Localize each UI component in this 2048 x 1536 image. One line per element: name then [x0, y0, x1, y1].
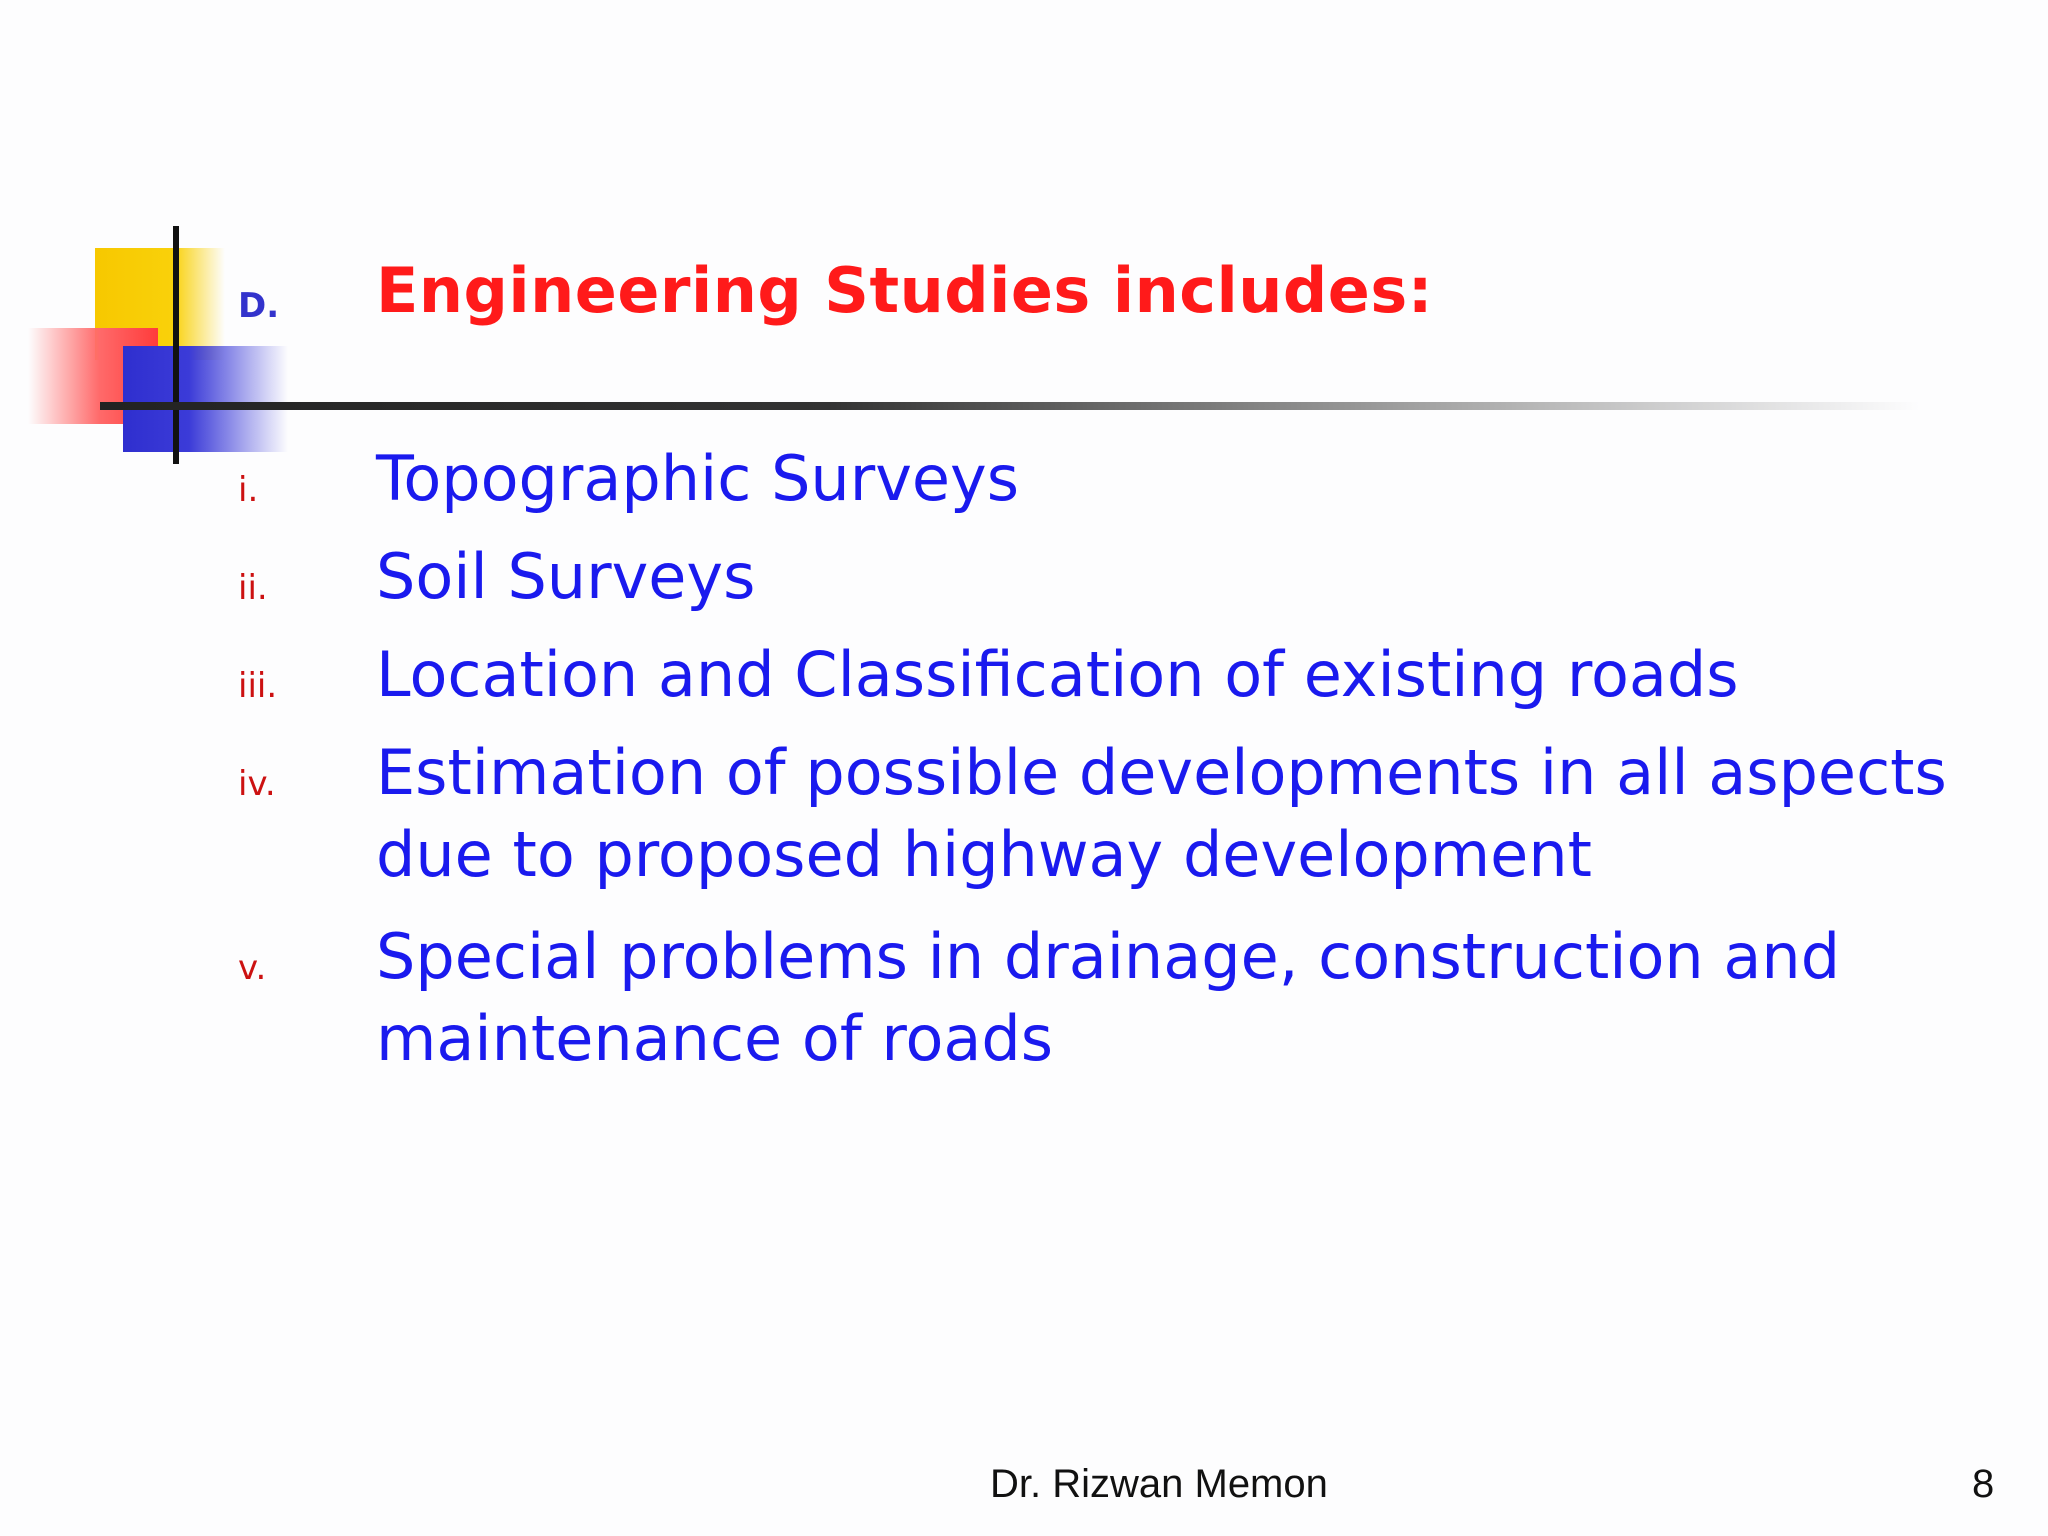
list-item-text: Topographic Surveys: [376, 442, 1020, 515]
decorative-blue-square: [123, 346, 288, 452]
heading-title: Engineering Studies includes:: [376, 254, 1434, 327]
list-item-number: iii.: [238, 666, 278, 706]
footer-author: Dr. Rizwan Memon: [990, 1462, 1328, 1506]
slide-heading: [0, 248, 2048, 338]
list-item-text: Location and Classification of existing roads: [376, 638, 1739, 711]
list-item-number: v.: [238, 948, 267, 988]
footer-page-number: 8: [1972, 1462, 1995, 1506]
list-item-text: Special problems in drainage, construction and maintenance of roads: [376, 920, 1841, 1075]
list-item-text: Estimation of possible developments in all aspects due to proposed highway development: [376, 736, 1947, 891]
heading-number: D.: [238, 286, 280, 326]
list-item-number: i.: [238, 470, 259, 510]
title-underline-rule: [100, 402, 1920, 410]
list-item-text: Soil Surveys: [376, 540, 756, 613]
list-item-number: iv.: [238, 764, 276, 804]
list-item-number: ii.: [238, 568, 268, 608]
